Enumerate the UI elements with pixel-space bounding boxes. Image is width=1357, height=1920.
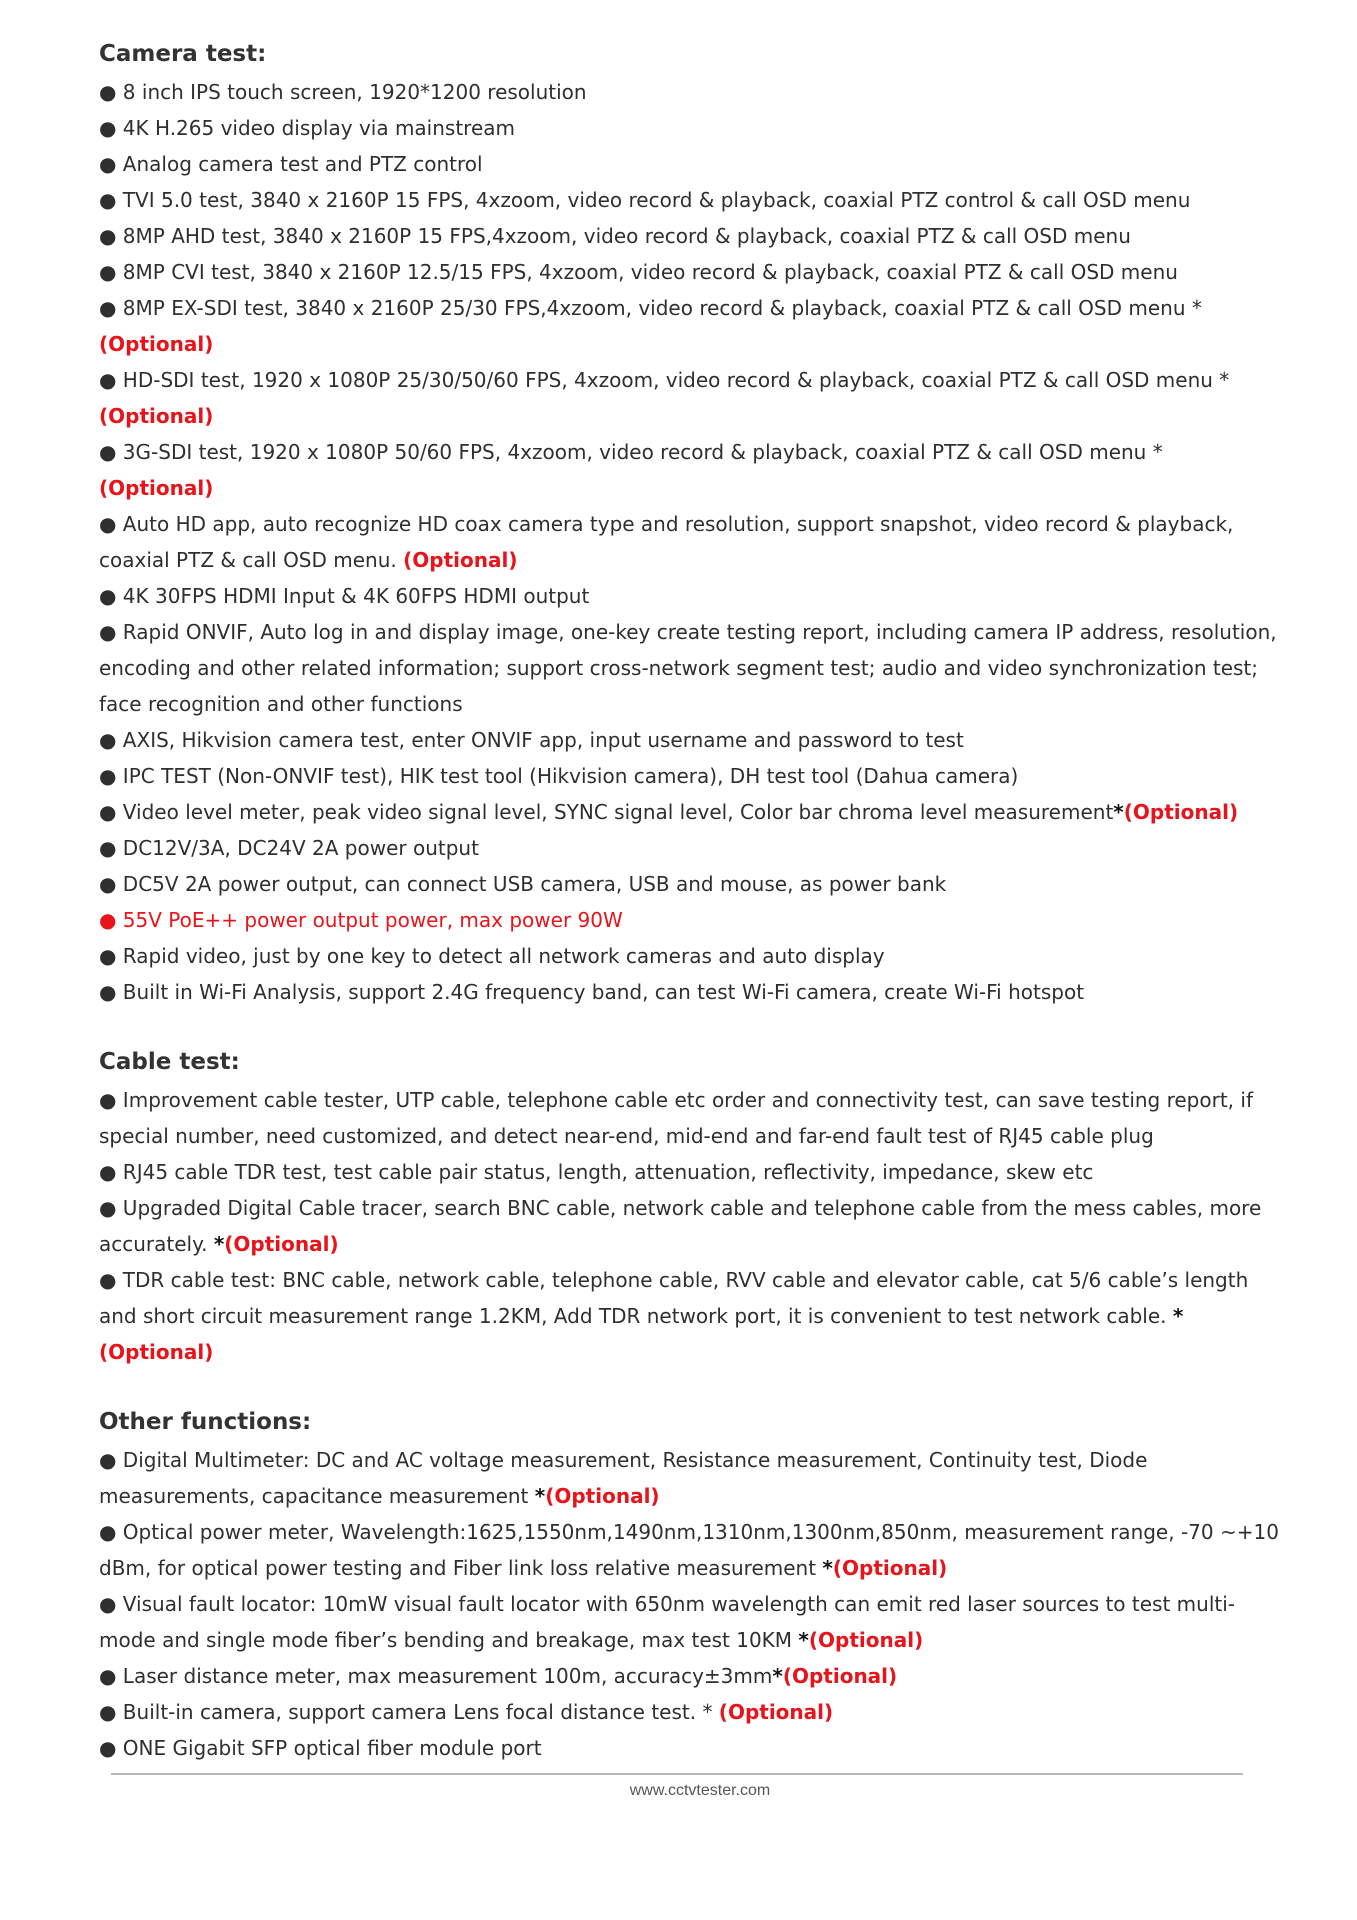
feature-text: ● Video level meter, peak video signal level, SYNC signal level, Color bar chroma level measurement (99, 800, 1114, 824)
feature-item (99, 1082, 1279, 1154)
feature-item (99, 1442, 1279, 1514)
feature-item (99, 290, 1279, 362)
feature-text: ● AXIS, Hikvision camera test, enter ONVIF app, input username and password to test (99, 728, 964, 752)
feature-text: ● Rapid video, just by one key to detect all network cameras and auto display (99, 944, 885, 968)
optional-asterisk: * (798, 1628, 809, 1652)
camera-test-section (99, 36, 1279, 1010)
optional-label: (Optional) (403, 548, 518, 572)
optional-asterisk: * (772, 1664, 783, 1688)
feature-item (99, 758, 1279, 794)
feature-item (99, 902, 1279, 938)
feature-item (99, 74, 1279, 110)
optional-label: (Optional) (832, 1556, 948, 1580)
feature-item (99, 1586, 1279, 1658)
feature-item (99, 506, 1279, 578)
optional-label: (Optional) (99, 1340, 214, 1364)
feature-text: ● 3G-SDI test, 1920 x 1080P 50/60 FPS, 4xzoom, video record & playback, coaxial PTZ & call OSD menu * (99, 440, 1163, 464)
optional-asterisk: * (534, 1484, 546, 1508)
feature-text: ● IPC TEST (Non-ONVIF test), HIK test tool (Hikvision camera), DH test tool (Dahua camera) (99, 764, 1019, 788)
feature-item (99, 146, 1279, 182)
feature-text: ● 55V PoE++ power output power, max power 90W (99, 908, 623, 932)
other-functions-section (99, 1404, 1279, 1766)
feature-item (99, 1730, 1279, 1766)
feature-item (99, 974, 1279, 1010)
feature-item (99, 1154, 1279, 1190)
feature-text: ● TVI 5.0 test, 3840 x 2160P 15 FPS, 4xzoom, video record & playback, coaxial PTZ control & call OSD menu (99, 188, 1191, 212)
optional-label: (Optional) (1123, 800, 1239, 824)
feature-item (99, 614, 1279, 722)
feature-text: ● Optical power meter, Wavelength:1625,1550nm,1490nm,1310nm,1300nm,850nm, measurement range, -70 ~+10 dBm, for optical power testing and Fiber link loss relative measurement (99, 1520, 1279, 1580)
feature-text: ● 8MP EX-SDI test, 3840 x 2160P 25/30 FPS,4xzoom, video record & playback, coaxial PTZ & call OSD menu * (99, 296, 1202, 320)
optional-label: (Optional) (718, 1700, 834, 1724)
feature-item (99, 722, 1279, 758)
feature-text: ● HD-SDI test, 1920 x 1080P 25/30/50/60 FPS, 4xzoom, video record & playback, coaxial PTZ & call OSD menu * (99, 368, 1230, 392)
optional-asterisk: * (213, 1232, 225, 1256)
feature-text: ● 4K H.265 video display via mainstream (99, 116, 516, 140)
section-heading: Other functions: (99, 1409, 312, 1435)
feature-item (99, 1514, 1279, 1586)
feature-item (99, 578, 1279, 614)
feature-text: ● Rapid ONVIF, Auto log in and display image, one-key create testing report, including camera IP address, resolution, encoding and other related information; support cross-network segment test; audio and video synchronization test; face recognition and other functions (99, 620, 1277, 716)
optional-label: (Optional) (782, 1664, 898, 1688)
feature-text: ● 8 inch IPS touch screen, 1920*1200 resolution (99, 80, 587, 104)
optional-label: (Optional) (545, 1484, 660, 1508)
feature-item (99, 938, 1279, 974)
optional-label: (Optional) (808, 1628, 924, 1652)
feature-item (99, 110, 1279, 146)
section-heading: Camera test: (99, 41, 267, 67)
feature-text: ● Built in Wi-Fi Analysis, support 2.4G frequency band, can test Wi-Fi camera, create Wi-Fi hotspot (99, 980, 1085, 1004)
feature-item (99, 1658, 1279, 1694)
feature-text: ● Visual fault locator: 10mW visual fault locator with 650nm wavelength can emit red laser sources to test multi-mode and single mode fiber’s bending and breakage, max test 10KM (99, 1592, 1235, 1652)
feature-text: ● Laser distance meter, max measurement 100m, accuracy±3mm (99, 1664, 773, 1688)
footer-website: www.cctvtester.com (629, 1782, 771, 1799)
feature-item (99, 254, 1279, 290)
feature-item (99, 1190, 1279, 1262)
feature-text: ● ONE Gigabit SFP optical fiber module port (99, 1736, 542, 1760)
feature-item (99, 362, 1279, 434)
feature-item (99, 218, 1279, 254)
feature-text: ● Built-in camera, support camera Lens focal distance test. * (99, 1700, 719, 1724)
feature-item (99, 794, 1279, 830)
feature-text: ● 8MP AHD test, 3840 x 2160P 15 FPS,4xzoom, video record & playback, coaxial PTZ & call OSD menu (99, 224, 1131, 248)
feature-item (99, 1694, 1279, 1730)
content-area (99, 36, 1279, 1800)
feature-text: ● RJ45 cable TDR test, test cable pair status, length, attenuation, reflectivity, impedance, skew etc (99, 1160, 1094, 1184)
feature-text: ● Analog camera test and PTZ control (99, 152, 483, 176)
feature-item (99, 182, 1279, 218)
feature-item (99, 1262, 1279, 1370)
optional-asterisk: * (1172, 1304, 1184, 1328)
section-heading: Cable test: (99, 1049, 240, 1075)
feature-item (99, 830, 1279, 866)
feature-text: ● 4K 30FPS HDMI Input & 4K 60FPS HDMI output (99, 584, 590, 608)
optional-label: (Optional) (224, 1232, 339, 1256)
feature-text: ● Auto HD app, auto recognize HD coax camera type and resolution, support snapshot, video record & playback, coaxial PTZ & call OSD menu. (99, 512, 1234, 572)
feature-text: ● Digital Multimeter: DC and AC voltage measurement, Resistance measurement, Continuity test, Diode measurements, capacitance measurement (99, 1448, 1148, 1508)
feature-text: ● DC12V/3A, DC24V 2A power output (99, 836, 479, 860)
optional-asterisk: * (1113, 800, 1124, 824)
feature-item (99, 434, 1279, 506)
feature-text: ● Upgraded Digital Cable tracer, search BNC cable, network cable and telephone cable from the mess cables, more accurately. (99, 1196, 1262, 1256)
footer-divider (111, 1773, 1243, 1775)
optional-label: (Optional) (99, 332, 214, 356)
feature-text: ● Improvement cable tester, UTP cable, telephone cable etc order and connectivity test, can save testing report, if special number, need customized, and detect near-end, mid-end and far-end fault test of RJ45 cable plug (99, 1088, 1253, 1148)
cable-test-section (99, 1044, 1279, 1370)
feature-text: ● 8MP CVI test, 3840 x 2160P 12.5/15 FPS, 4xzoom, video record & playback, coaxial PTZ & call OSD menu (99, 260, 1178, 284)
optional-label: (Optional) (99, 404, 214, 428)
optional-label: (Optional) (99, 476, 214, 500)
feature-text: ● TDR cable test: BNC cable, network cable, telephone cable, RVV cable and elevator cable, cat 5/6 cable’s length and short circuit measurement range 1.2KM, Add TDR network port, it is convenient to test network cable. (99, 1268, 1249, 1328)
feature-text: ● DC5V 2A power output, can connect USB camera, USB and mouse, as power bank (99, 872, 947, 896)
feature-item (99, 866, 1279, 902)
optional-asterisk: * (822, 1556, 833, 1580)
